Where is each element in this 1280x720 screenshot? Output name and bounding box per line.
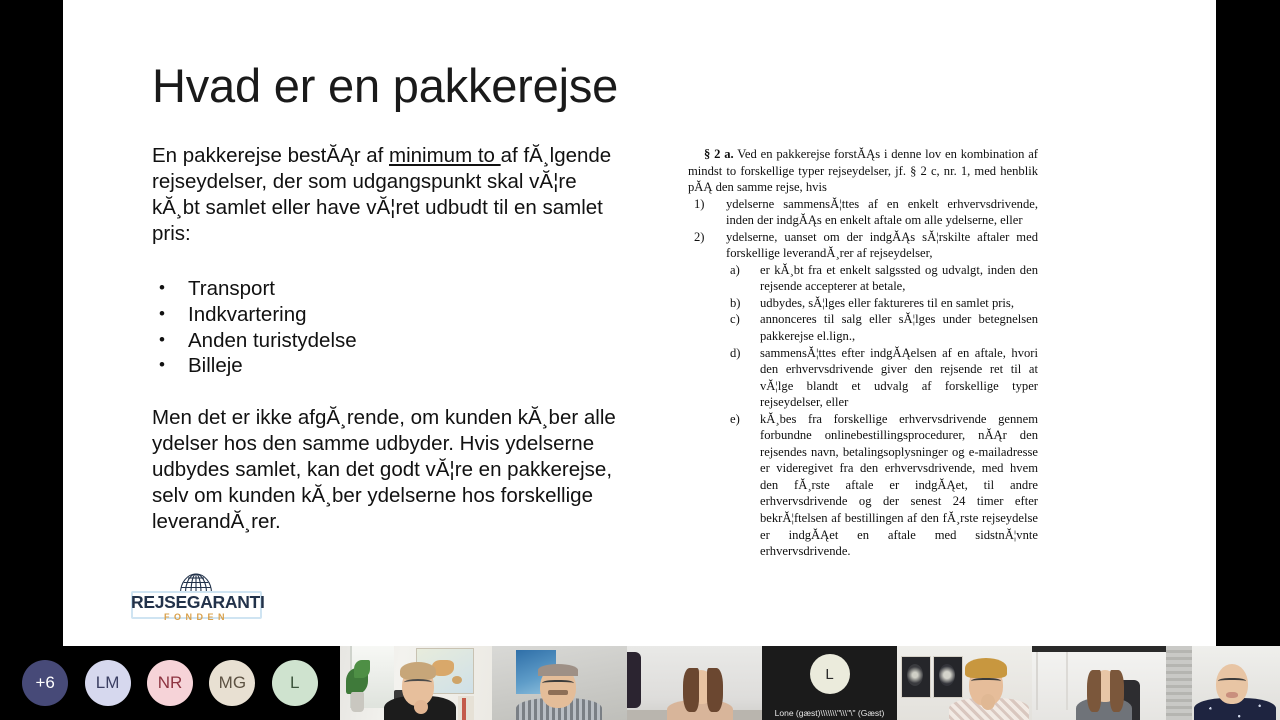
legal-subitem-text: kĂ¸bes fra forskellige erhvervsdrivende gennem forbundne onlinebestillingsprocedurer, nĂĄr den rejsendes navn, betalingsoplysninger og e-mailadresse er videregivet fra den erhvervsdrivende, med hvem den fĂ¸rste aftale er indgĂĄet, til andre erhvervsdrivende og der senest 24 timer efter bekrĂ¦ftelsen af bestillingen af den fĂ¸rste rejseydelse er indgĂĄet en aftale med sidstnĂ¦vnte erhvervsdrivende.: [760, 411, 1038, 559]
rejsegarantifonden-logo: [131, 572, 265, 628]
service-type-list: [152, 276, 552, 379]
participant-name-label: Lone (gæst)\\\\\\\"\\\"\" (Gæst): [774, 708, 885, 718]
avatar-l[interactable]: L: [272, 660, 318, 706]
legal-item-2: [688, 229, 1038, 560]
video-feed: [627, 646, 762, 720]
video-feed: [897, 646, 1032, 720]
avatar-mg[interactable]: MG: [209, 660, 255, 706]
presentation-slide: [63, 0, 1216, 646]
avatar-nr[interactable]: NR: [147, 660, 193, 706]
video-feed: [1032, 646, 1166, 720]
legal-numbered-list: [688, 196, 1038, 560]
participant-video-3[interactable]: [627, 646, 762, 720]
intro-part-1: En pakkerejse bestĂĄr af: [152, 144, 390, 167]
legal-lead-paragraph: [688, 146, 1038, 196]
list-item: • Indkvartering: [152, 302, 552, 328]
legal-section-label: § 2 a.: [704, 147, 734, 161]
legal-subitem-d: [726, 345, 1038, 411]
legal-subitem-marker: d): [730, 345, 741, 360]
legal-sub-list: [726, 262, 1038, 560]
video-feed: [340, 646, 492, 720]
list-item: • Billeje: [152, 353, 552, 379]
legal-text-column: [688, 146, 1038, 560]
legal-subitem-text: udbydes, sĂ¦lges eller faktureres til en samlet pris,: [760, 295, 1014, 310]
legal-subitem-marker: b): [730, 295, 741, 310]
legal-item-marker: 1): [694, 196, 705, 211]
overflow-avatar-group: [0, 646, 340, 720]
participant-video-1[interactable]: [340, 646, 492, 720]
legal-subitem-text: sammensĂ¦ttes efter indgĂĄelsen af en aftale, hvori den erhvervsdrivende giver den rejsende ret til at vĂ¦lge blandt et udvalg af forskellige typer rejseydelser, eller: [760, 345, 1038, 410]
intro-underlined: minimum to: [389, 144, 501, 167]
participant-avatar-lone[interactable]: [762, 646, 897, 720]
legal-subitem-a: [726, 262, 1038, 295]
legal-item-marker: 2): [694, 229, 705, 244]
slide-left-column: [152, 143, 612, 247]
legal-item-1: [688, 196, 1038, 229]
participant-video-4[interactable]: [897, 646, 1032, 720]
intro-part-2: af fĂ¸lgende rejseydelser, der som udgangspunkt skal vĂ¦re kĂ¸bt samlet eller have vĂ¦ret udbudt til en samlet pris:: [152, 144, 612, 245]
legal-item-text: ydelserne sammensĂ¦ttes af en enkelt erhvervsdrivende, inden der indgĂĄs en enkelt aftale om alle ydelserne, eller: [726, 196, 1038, 228]
legal-subitem-b: [726, 295, 1038, 312]
intro-paragraph: [152, 143, 612, 247]
legal-subitem-marker: c): [730, 312, 740, 327]
list-item: • Anden turistydelse: [152, 328, 552, 354]
legal-subitem-marker: e): [730, 411, 740, 426]
avatar: L: [810, 654, 850, 694]
participant-filmstrip: [0, 646, 1280, 720]
slide-left-column-secondary: [152, 405, 622, 535]
closing-paragraph: Men det er ikke afgĂ¸rende, om kunden kĂ¸ber alle ydelser hos den samme udbyder. Hvis ydelserne udbydes samlet, kan det godt vĂ¦re en pakkerejse, selv om kunden kĂ¸ber ydelserne hos forskellige leverandĂ¸rer.: [152, 406, 616, 533]
legal-subitem-c: [726, 311, 1038, 344]
legal-lead-text: Ved en pakkerejse forstĂĄs i denne lov en kombination af mindst to forskellige typer rejseydelser, jf. § 2 c, nr. 1, med henblik pĂĄ den samme rejse, hvis: [688, 147, 1038, 195]
video-feed: [1166, 646, 1280, 720]
legal-subitem-text: annonceres til salg eller sĂ¦lges under betegnelsen pakkerejse el.lign.,: [760, 312, 1038, 344]
legal-subitem-e: [726, 411, 1038, 560]
legal-item-text: ydelserne, uanset om der indgĂĄs sĂ¦rskilte aftaler med forskellige leverandĂ¸rer af rejseydelser,: [726, 229, 1038, 261]
page-title: Hvad er en pakkerejse: [152, 59, 619, 112]
list-item: • Transport: [152, 276, 552, 302]
legal-subitem-text: er kĂ¸bt fra et enkelt salgssted og udvalgt, inden den rejsende accepterer at betale,: [760, 262, 1038, 294]
participant-video-6[interactable]: [1166, 646, 1280, 720]
logo-primary-text: REJSEGARANTI: [131, 592, 265, 612]
avatar-overflow-count[interactable]: +6: [22, 660, 68, 706]
participant-video-5[interactable]: [1032, 646, 1166, 720]
logo-secondary-text: FONDEN: [164, 612, 229, 622]
avatar-lm[interactable]: LM: [85, 660, 131, 706]
legal-subitem-marker: a): [730, 262, 740, 277]
video-feed: [492, 646, 627, 720]
participant-video-2[interactable]: [492, 646, 627, 720]
